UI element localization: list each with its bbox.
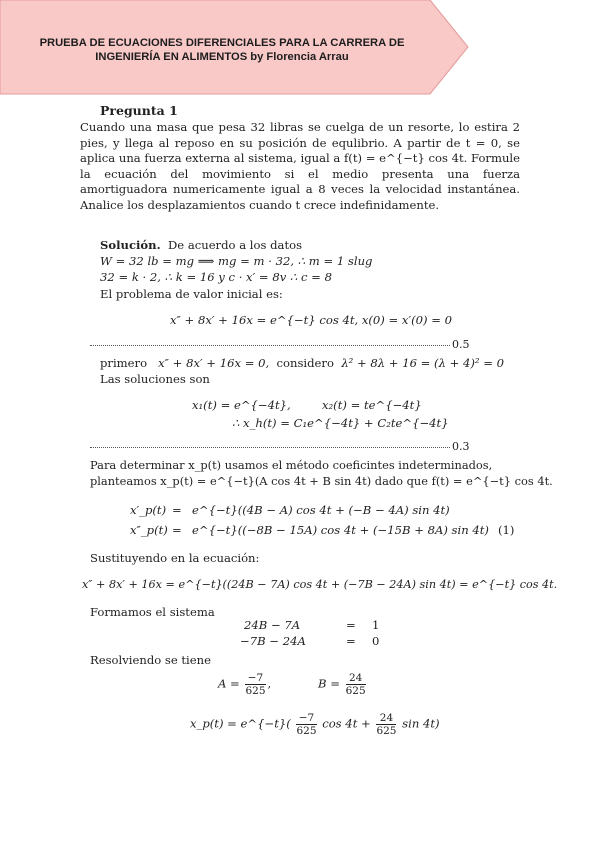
x2-solution: x₂(t) = te^{−4t}	[322, 398, 422, 412]
system-eq2-lhs: −7B − 24A	[240, 634, 306, 648]
system-eq1-rhs: 1	[372, 618, 380, 632]
xp-second-derivative-lhs: x″_p(t)	[130, 523, 168, 537]
equals-sign: =	[346, 634, 356, 648]
weight-line: W = 32 lb = mg ⟹ mg = m · 32, ∴ m = 1 slug	[100, 254, 373, 268]
xp-second-derivative-rhs: e^{−t}((−8B − 15A) cos 4t + (−15B + 8A) sin 4t)	[192, 523, 489, 537]
solution-heading: Solución. De acuerdo a los datos	[100, 238, 303, 252]
xp-first-derivative-lhs: x′_p(t)	[130, 503, 167, 517]
xh-solution: ∴ x_h(t) = C₁e^{−4t} + C₂te^{−4t}	[232, 416, 449, 430]
xp-ansatz-text: planteamos x_p(t) = e^{−t}(A cos 4t + B sin 4t) dado que f(t) = e^{−t} cos 4t.	[90, 474, 553, 488]
substitution-text: Sustituyendo en la ecuación:	[90, 551, 260, 565]
coefficient-B: B = $\frac{24}{625}$	[318, 672, 366, 697]
xp-first-derivative-rhs: e^{−t}((4B − A) cos 4t + (−B − 4A) sin 4t)	[192, 503, 450, 517]
substitution-equation: x″ + 8x′ + 16x = e^{−t}((24B − 7A) cos 4t + (−7B − 24A) sin 4t) = e^{−t} cos 4t.	[82, 578, 558, 591]
document-title: PRUEBA DE ECUACIONES DIFERENCIALES PARA LA CARRERA DE INGENIERÍA EN ALIMENTOS by Florencia Arrau	[39, 37, 405, 63]
spring-constant-line: 32 = k · 2, ∴ k = 16 y c · x′ = 8v ∴ c = 8	[100, 270, 332, 284]
pvi-text: El problema de valor inicial es:	[100, 287, 283, 301]
xp-method-text: Para determinar x_p(t) usamos el método coeficintes indeterminados,	[90, 458, 493, 472]
equals-sign: =	[172, 523, 182, 537]
fraction-cos-coefficient: $\frac{-7}{625}$	[296, 712, 317, 737]
fraction-A: $\frac{-7}{625}$	[245, 672, 266, 697]
solve-text: Resolviendo se tiene	[90, 653, 211, 667]
system-eq2-rhs: 0	[372, 634, 380, 648]
solutions-text: Las soluciones son	[100, 372, 210, 386]
equation-number: (1)	[498, 523, 515, 537]
fraction-B: $\frac{24}{625}$	[345, 672, 366, 697]
equals-sign: =	[172, 503, 182, 517]
header-banner	[0, 0, 470, 96]
fraction-sin-coefficient: $\frac{24}{625}$	[376, 712, 397, 737]
question-label: Pregunta 1	[100, 103, 178, 118]
homogeneous-line: primero x″ + 8x′ + 16x = 0, considero λ² + 8λ + 16 = (λ + 4)² = 0	[100, 356, 505, 370]
x1-solution: x₁(t) = e^{−4t},	[192, 398, 291, 412]
pvi-equation: x″ + 8x′ + 16x = e^{−t} cos 4t, x(0) = x′(0) = 0	[170, 313, 452, 327]
score-dots-1	[90, 345, 450, 347]
score-1: 0.5	[452, 338, 470, 351]
question-text: Cuando una masa que pesa 32 libras se cuelga de un resorte, lo estira 2 pies, y llega al reposo en su posición de equlibrio. A partir de t = 0, se aplica una fuerza externa al sistema, igual a f(t) = e^{−t} cos 4t. Formule la ecuación del movimiento si el medio presenta una fuerza amortiguadora numericamente igual a 8 veces la velocidad instantánea. Analice los desplazamientos cuando t crece indefinidamente.	[80, 120, 520, 212]
score-2: 0.3	[452, 440, 470, 453]
system-eq1-lhs: 24B − 7A	[244, 618, 301, 632]
score-dots-2	[90, 447, 450, 449]
particular-solution: x_p(t) = e^{−t}( $\frac{-7}{625}$ cos 4t + $\frac{24}{625}$ sin 4t)	[190, 712, 440, 737]
system-text: Formamos el sistema	[90, 605, 215, 619]
equals-sign: =	[346, 618, 356, 632]
coefficient-A: A = $\frac{-7}{625}$ ,	[218, 672, 272, 697]
